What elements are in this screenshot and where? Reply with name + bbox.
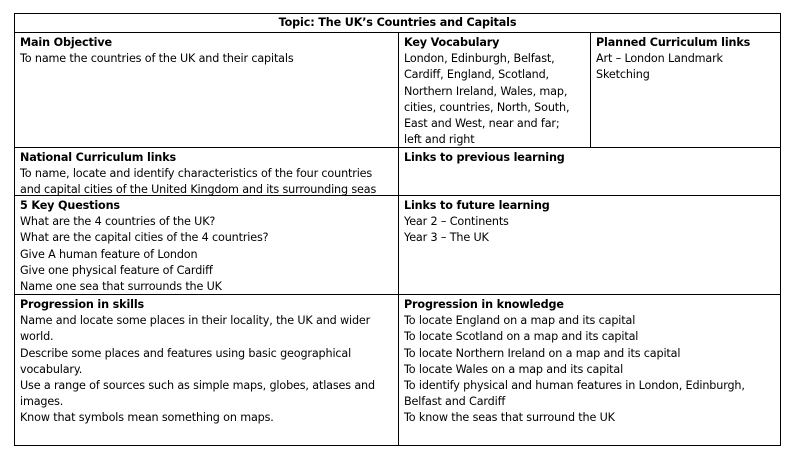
progression-knowledge-cell — [399, 294, 780, 445]
key-question: Name one sea that surrounds the UK — [20, 280, 222, 294]
progression-skills-cell — [15, 294, 398, 445]
key-question: What are the 4 countries of the UK? — [20, 215, 216, 229]
topic-title: Topic: The UK’s Countries and Capitals — [278, 16, 517, 29]
progression-skills-line: images. — [20, 395, 64, 409]
key-question: Give A human feature of London — [20, 247, 198, 261]
national-curriculum-heading: National Curriculum links — [20, 151, 176, 164]
key-questions-heading: 5 Key Questions — [20, 199, 120, 212]
main-objective-cell — [15, 32, 398, 147]
national-curriculum-line: and capital cities of the United Kingdom and its surrounding seas — [20, 183, 377, 197]
previous-learning-heading: Links to previous learning — [404, 151, 565, 164]
key-question: What are the capital cities of the 4 countries? — [20, 231, 269, 245]
future-learning-heading: Links to future learning — [404, 199, 550, 212]
planned-curriculum-line: Sketching — [596, 68, 650, 82]
progression-skills-line: world. — [20, 330, 54, 344]
progression-knowledge-line: To locate Northern Ireland on a map and its capital — [404, 346, 681, 360]
national-curriculum-line: To name, locate and identify characteristics of the four countries — [20, 167, 373, 181]
future-learning-cell — [399, 195, 780, 294]
progression-skills-line: Use a range of sources such as simple maps, globes, atlases and — [20, 379, 375, 393]
progression-skills-line: Know that symbols mean something on maps. — [20, 411, 274, 425]
progression-knowledge-line: To locate England on a map and its capital — [404, 314, 636, 328]
key-questions-cell — [15, 195, 398, 294]
key-vocabulary-line: East and West, near and far; — [404, 117, 560, 131]
progression-knowledge-line: Belfast and Cardiff — [404, 395, 506, 409]
key-vocabulary-line: left and right — [404, 133, 475, 147]
future-learning-line: Year 3 – The UK — [404, 231, 489, 245]
key-vocabulary-heading: Key Vocabulary — [404, 36, 500, 49]
progression-knowledge-line: To know the seas that surround the UK — [404, 411, 615, 425]
progression-skills-line: vocabulary. — [20, 362, 83, 376]
key-vocabulary-line: Northern Ireland, Wales, map, — [404, 84, 568, 98]
key-vocabulary-cell — [399, 32, 590, 147]
progression-skills-line: Describe some places and features using basic geographical — [20, 346, 352, 360]
planning-table — [14, 13, 781, 446]
future-learning-line: Year 2 – Continents — [404, 215, 509, 229]
key-vocabulary-line: London, Edinburgh, Belfast, — [404, 52, 555, 66]
progression-skills-heading: Progression in skills — [20, 298, 145, 311]
national-curriculum-cell — [15, 147, 398, 195]
key-vocabulary-line: cities, countries, North, South, — [404, 100, 570, 114]
progression-skills-line: Name and locate some places in their locality, the UK and wider — [20, 314, 371, 328]
progression-knowledge-line: To locate Wales on a map and its capital — [404, 362, 624, 376]
planned-curriculum-cell — [591, 32, 780, 147]
key-question: Give one physical feature of Cardiff — [20, 263, 213, 277]
planned-curriculum-heading: Planned Curriculum links — [596, 36, 751, 49]
planned-curriculum-line: Art – London Landmark — [596, 52, 723, 66]
previous-learning-cell — [399, 147, 780, 195]
progression-knowledge-line: To locate Scotland on a map and its capital — [404, 330, 639, 344]
main-objective-text: To name the countries of the UK and their capitals — [20, 52, 294, 66]
progression-knowledge-heading: Progression in knowledge — [404, 298, 564, 311]
key-vocabulary-line: Cardiff, England, Scotland, — [404, 68, 549, 82]
main-objective-heading: Main Objective — [20, 36, 112, 49]
progression-knowledge-line: To identify physical and human features in London, Edinburgh, — [404, 379, 745, 393]
